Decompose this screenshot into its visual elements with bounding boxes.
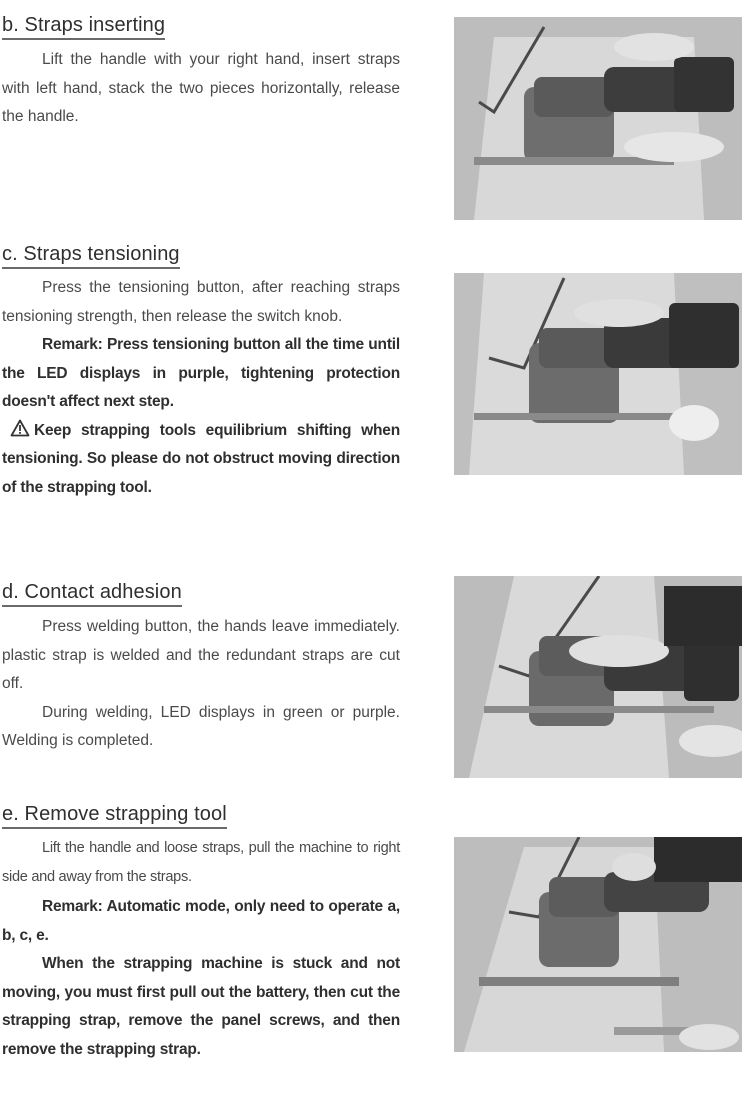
instruction-paragraph: During welding, LED displays in green or purple. Welding is completed. [2,703,400,749]
section-straps-inserting [2,13,400,132]
section-heading: b. Straps inserting [2,13,165,40]
section-heading: e. Remove strapping tool [2,802,227,829]
strapping-tool-photo-icon [454,17,742,220]
warning-text: Keep strapping tools equilibrium shifting when tensioning. So please do not obstruct moving direction of the strapping tool. [2,421,400,496]
strapping-tool-photo-icon [454,576,742,778]
strapping-tool-photo-icon [454,837,742,1052]
strapping-tool-photo-icon [454,273,742,475]
photo-contact-adhesion [454,576,742,778]
instruction-paragraph: Press welding button, the hands leave immediately. plastic strap is welded and the redundant straps are cut off. [2,618,400,692]
section-contact-adhesion [2,580,400,756]
remark-paragraph: Remark: Automatic mode, only need to operate a, b, c, e. [2,898,400,944]
section-heading: c. Straps tensioning [2,242,180,269]
instruction-paragraph: Lift the handle with your right hand, insert straps with left hand, stack the two pieces horizontally, release the handle. [2,51,400,125]
instruction-paragraph: Press the tensioning button, after reaching straps tensioning strength, then release the switch knob. [2,279,400,325]
section-remove-strapping-tool [2,802,400,1064]
instruction-paragraph: Lift the handle and loose straps, pull the machine to right side and away from the straps. [2,840,400,885]
photo-straps-inserting [454,17,742,220]
section-straps-tensioning [2,242,400,502]
section-heading: d. Contact adhesion [2,580,182,607]
remark-paragraph: Remark: Press tensioning button all the time until the LED displays in purple, tightening protection doesn't affect next step. [2,336,400,410]
warning-paragraph [2,417,400,503]
photo-remove-strapping-tool [454,837,742,1052]
note-paragraph: When the strapping machine is stuck and not moving, you must first pull out the battery, then cut the strapping strap, remove the panel screws, and then remove the strapping strap. [2,955,400,1058]
warning-triangle-icon [10,419,30,437]
photo-straps-tensioning [454,273,742,475]
